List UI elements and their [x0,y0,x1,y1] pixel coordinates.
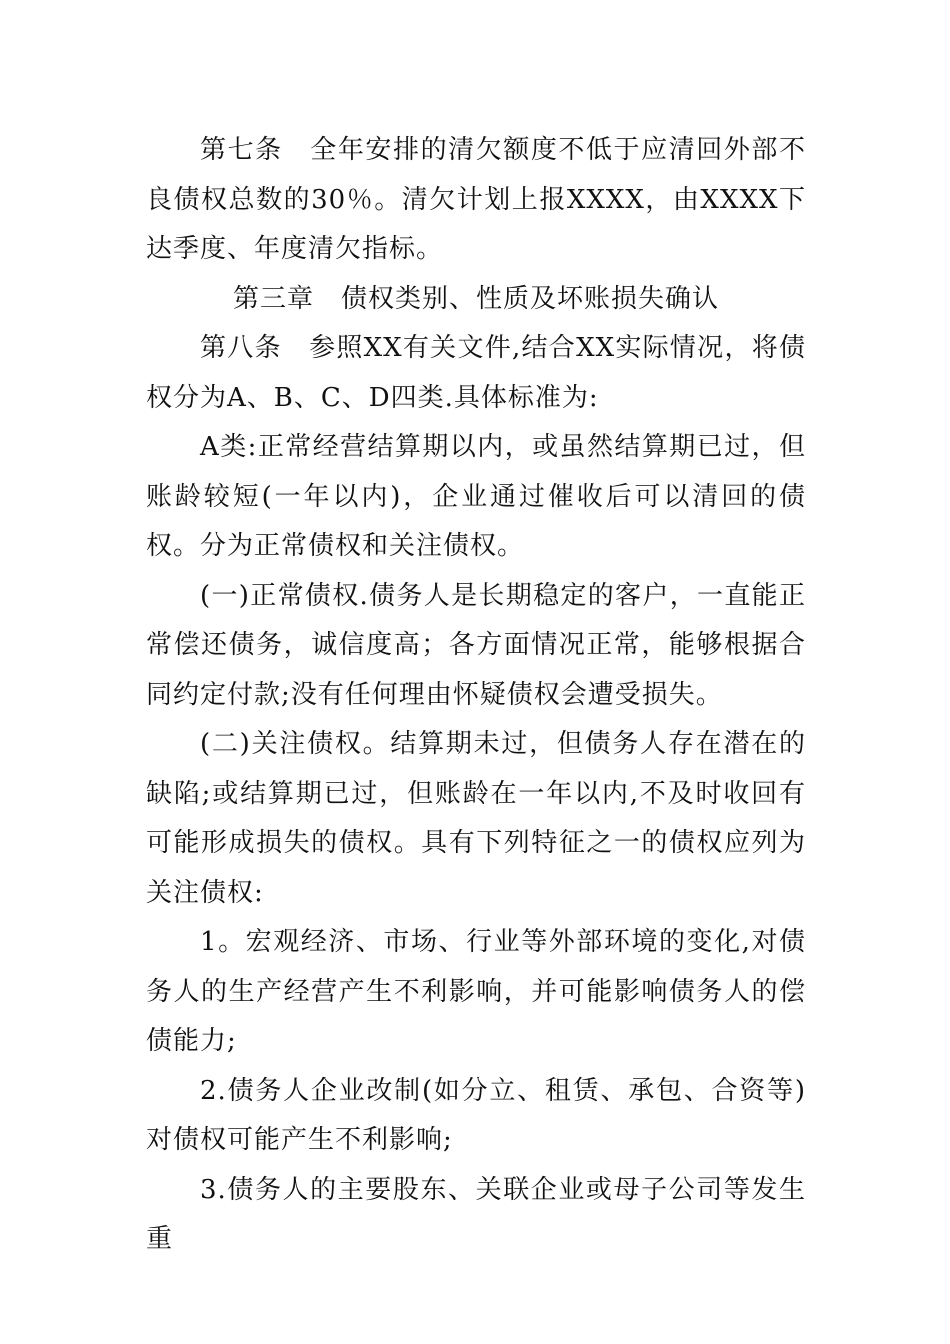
feature-3-paragraph: 3.债务人的主要股东、关联企业或母子公司等发生重 [146,1174,806,1254]
article-7-paragraph: 第七条 全年安排的清欠额度不低于应清回外部不良债权总数的30％。清欠计划上报XXXX，由XXXX下达季度、年度清欠指标。 [146,135,806,264]
article-8-paragraph: 第八条 参照XX有关文件,结合XX实际情况，将债权分为A、B、C、D四类.具体标准为: [146,333,806,413]
chapter-3-heading: 第三章 债权类别、性质及坏账损失确认 [232,283,719,314]
feature-2-paragraph: 2.债务人企业改制(如分立、租赁、承包、合资等)对债权可能产生不利影响; [146,1075,806,1155]
feature-1-paragraph: 1。宏观经济、市场、行业等外部环境的变化,对债务人的生产经营产生不利影响，并可能影响债务人的偿债能力; [146,927,806,1056]
document-body [146,126,806,1265]
category-a-paragraph: A类:正常经营结算期以内，或虽然结算期已过，但账龄较短(一年以内)，企业通过催收后可以清回的债权。分为正常债权和关注债权。 [146,432,806,561]
normal-claims-paragraph: (一)正常债权.债务人是长期稳定的客户，一直能正常偿还债务，诚信度高；各方面情况正常，能够根据合同约定付款;没有任何理由怀疑债权会遭受损失。 [146,580,806,710]
attention-claims-paragraph: (二)关注债权。结算期未过，但债务人存在潜在的缺陷;或结算期已过，但账龄在一年以内,不及时收回有可能形成损失的债权。具有下列特征之一的债权应列为关注债权: [146,729,806,908]
